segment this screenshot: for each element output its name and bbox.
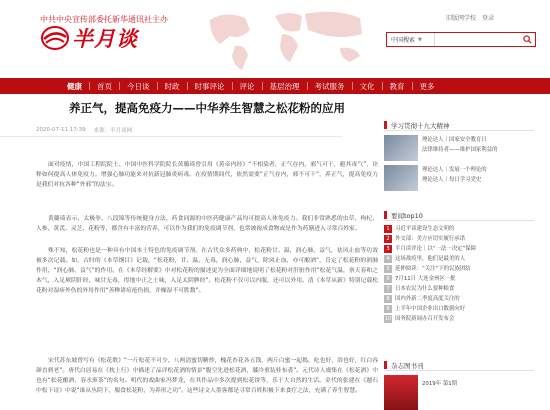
top-links (446, 13, 498, 22)
site-header (0, 0, 550, 78)
nav-item-governance[interactable]: 基层治理 (269, 81, 300, 91)
magazine-cover[interactable] (384, 375, 418, 410)
search-engine-label: 中国搜索 (391, 37, 416, 44)
rank-badge: 3 (384, 245, 392, 253)
nav-item-more[interactable]: 更多 (419, 81, 435, 91)
sidebar-magazine-title: 杂志图书刊 (391, 361, 424, 370)
list-item[interactable] (384, 264, 534, 274)
article-paragraph-2: 黄璐琦表示，太极拳、八段锦等传统健身方法，药食同源的中医药健康产品均可提高人体免疫力。我们非常熟悉的虫草、枸杞、人参、黄芪、灵芝、花粉等，都含有丰富的营养，可以作为我们的免疫调节剂，也常被视成食物或是作为药膳进入寻常百姓家。 (36, 216, 378, 232)
study-item[interactable]: 理论达人｜国家安全教育日 (422, 137, 487, 143)
sidebar-top10-section (384, 210, 534, 324)
sidebar-top10-title: 要闻top10 (391, 211, 423, 220)
rank-badge: 8 (384, 295, 392, 303)
list-item-text: 延伸阅读：“关注”下的民族团结 (395, 266, 471, 272)
study-item[interactable]: 理论达人｜发展一个理论的 (422, 167, 487, 173)
article-title: 养正气，提高免疫力——中华养生智慧之松花粉的应用 (69, 101, 345, 115)
list-item-text: 日本农民为什么要种粮食 (395, 286, 455, 292)
logo-text: 半月谈 (72, 27, 138, 51)
nav-item-home[interactable]: 首页 (97, 81, 112, 91)
rank-badge: 1 (384, 225, 392, 233)
article-date: 2020-07-11 17:39 (36, 127, 86, 133)
nav-item-commentary[interactable]: 评论 (239, 81, 255, 91)
study-item[interactable]: 法律维持者——维护国家利益的 (422, 147, 498, 153)
article-paragraph-4: 宋代苏东坡曾写有《松花歌》“一斤松花不可少，八两清蜜切糖炒，槐花杏花各五钱，两斤白蜜一起捣，吃也好，浴也好，红白容颜直到老”。唐代白居易在《枕上行》中描述了品评松花酒的情景“腹空先进松花酒，膝冷重装桂布裘”。元代诗人虞集在《松花酒》中也有“松花酿酒，春水煎茶”的名句。明代的戏曲家冯梦龙，在其作品中多次提到松花饼等，乐于大自然的生活。金代的张建在《题石中松下诗》中说“谁从丛阴下，服食松花粉，为养形之功”。这些诗文人墨客都是寻常百姓积极下来食疗之法，充满了养生智慧。 (36, 358, 378, 394)
heading-accent-bar (384, 361, 387, 369)
article-paragraph-3: 殊不知，松花粉也是一种具有中国本土特色的免疫调节剂。在古代众多药典中，松花粉甘、温，润心肺，益气，祛风止血等功效被多次记载。如，古时的《本草纲目》记载，“松花粉，甘、温、无毒，润心肺，益气，除风止血，亦可酿酒”，肯定了松花粉的润肺作用，“润心肺，益气”的作用。在《本草经解要》中对松花粉的描述更为全面详细地说明了松花粉对肝脏作用“松花气温，禀天春和之木气，入足厥阴肝经，味甘无毒，得地中正之土味，入足太阴脾经”。松花粉不仅可以内服，还可以外用。清《本草从新》特别记载松花粉对湿疹外伤的外用作用“善糁诸痘疮伤损，并燥湿不可胜数”。 (36, 248, 378, 294)
sidebar-study-section (384, 120, 534, 191)
rank-badge: 6 (384, 275, 392, 283)
sidebar-study-heading (384, 120, 534, 131)
list-item-text: 外交部：美方应切实履行承诺 (395, 236, 466, 242)
study-row (384, 135, 534, 161)
top10-list (384, 224, 534, 324)
nav-item-culture[interactable]: 文化 (359, 81, 375, 91)
article-header (36, 100, 378, 136)
list-item-text: 习近平谈建设生态文明的 (395, 226, 455, 232)
search-box (386, 32, 536, 47)
list-item-text: 上半年中国企业出口数据向好 (395, 306, 466, 312)
study-list (422, 135, 532, 161)
list-item-text: 半月谈评论｜以“一法一决定”保障 (395, 246, 477, 252)
study-row (384, 165, 534, 191)
nav-item-health[interactable]: 健康 (67, 81, 82, 91)
magazine-issue[interactable]: 2019年 第1期 (422, 381, 458, 387)
nav-item-current-affairs[interactable]: 时事评论 (194, 81, 225, 91)
list-item[interactable] (384, 304, 534, 314)
org-statement: 中共中央宣传部委托新华通讯社主办 (40, 15, 168, 24)
nav-item-education[interactable]: 教育 (389, 81, 405, 91)
search-input[interactable] (435, 33, 519, 46)
list-item[interactable] (384, 274, 534, 284)
search-engine-select[interactable] (387, 33, 435, 46)
study-thumbnail[interactable] (384, 135, 418, 161)
heading-accent-bar (384, 211, 387, 219)
nav-item-politics[interactable]: 时政 (164, 81, 180, 91)
rank-badge: 10 (384, 316, 392, 322)
list-item-text: 国务院新闻办召开发布会 (395, 316, 455, 322)
study-list (422, 165, 532, 191)
magazine-row (384, 375, 534, 410)
old-version-link[interactable]: 旧版网学校 (446, 15, 477, 22)
list-item-text: 这场战疫里，他们是最美的人 (395, 256, 466, 262)
rank-badge: 2 (384, 235, 392, 243)
site-logo[interactable] (40, 24, 138, 52)
logo-emblem-icon (40, 25, 70, 51)
sidebar-top10-heading (384, 210, 534, 221)
list-item[interactable] (384, 224, 534, 234)
rank-badge: 4 (384, 255, 392, 263)
article-divider (0, 136, 342, 137)
list-item[interactable] (384, 294, 534, 304)
rank-badge: 9 (384, 305, 392, 313)
study-thumbnail[interactable] (384, 165, 418, 191)
sidebar-study-title: 学习贯彻十九大精神 (391, 121, 450, 130)
list-item-text: 国内外新二季度高度关注的 (395, 296, 460, 302)
list-item[interactable] (384, 284, 534, 294)
list-item-text: 7月11日 大连金州区一批 (395, 276, 456, 282)
heading-accent-bar (384, 121, 387, 129)
nav-item-today[interactable]: 今日谈 (127, 81, 150, 91)
nav-item-exam[interactable]: 考试服务 (314, 81, 345, 91)
list-item[interactable] (384, 254, 534, 264)
world-map-graphic (190, 0, 390, 78)
search-icon (523, 35, 532, 44)
list-item[interactable] (384, 244, 534, 254)
rank-badge: 7 (384, 285, 392, 293)
article-source: 来源：半月谈网 (93, 128, 133, 134)
article-paragraph-1: 面对疫情，中国工程院院士、中国中医科学院院长黄璐琦曾引用《黄帝内经》“不相染者，正气存内，邪气可干，避其毒气”，诠释如何提高人体免疫力。增强心肺功能来对抗新冠肺炎病毒。在疫情期间代，依然需要“正气存内，邪不可干”，养正气，提高免疫力是我们对抗各种“外邪”的法宝。 (36, 162, 378, 188)
study-item[interactable]: 理论达人｜每日学习党史 (422, 177, 482, 183)
main-nav (0, 78, 550, 94)
login-link[interactable]: 登录 (481, 15, 494, 22)
list-item[interactable] (384, 234, 534, 244)
chevron-down-icon: ▼ (418, 36, 422, 43)
article-meta (36, 124, 378, 136)
sidebar-magazine-heading (384, 360, 534, 371)
search-button[interactable] (519, 33, 535, 46)
list-item[interactable] (384, 314, 534, 324)
sidebar-magazine-section (384, 360, 534, 410)
rank-badge: 5 (384, 265, 392, 273)
